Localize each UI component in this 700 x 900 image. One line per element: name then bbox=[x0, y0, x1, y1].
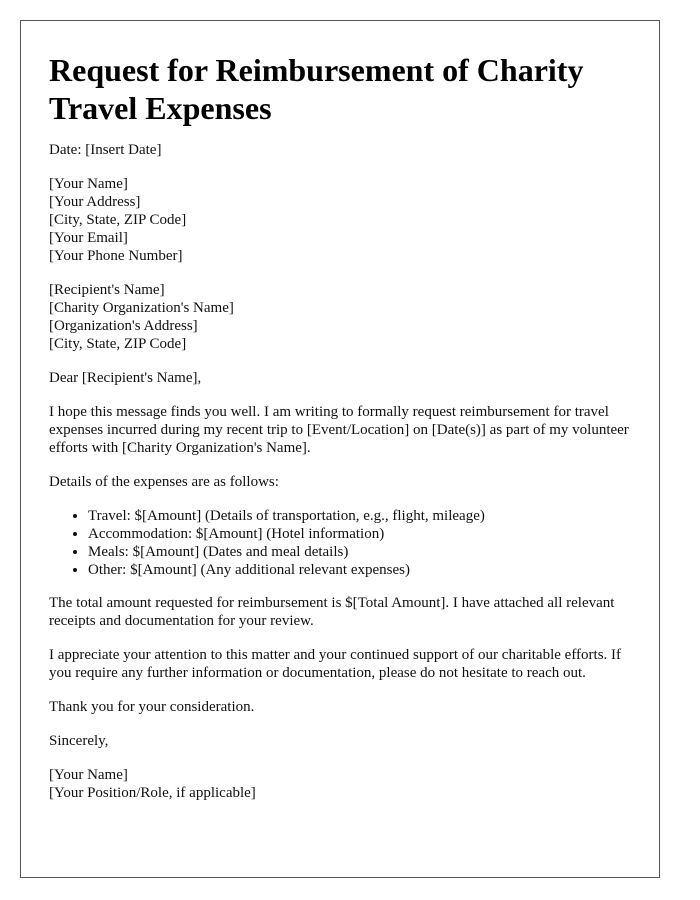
thanks-line: Thank you for your consideration. bbox=[49, 699, 255, 715]
closing-line: Sincerely, bbox=[49, 733, 109, 749]
recipient-name: [Recipient's Name] bbox=[49, 282, 165, 298]
sender-name: [Your Name] bbox=[49, 176, 128, 192]
intro-paragraph: I hope this message finds you well. I am writing to formally request reimbursement for travel expenses incurred during my recent trip to [Event/Location] on [Date(s)] as part of my volunteer efforts with [Charity Organization's Name]. bbox=[49, 404, 629, 456]
signature-block bbox=[49, 766, 631, 802]
appreciation-paragraph: I appreciate your attention to this matter and your continued support of our charitable efforts. If you require any further information or documentation, please do not hesitate to reach out. bbox=[49, 647, 622, 681]
expense-list bbox=[49, 507, 631, 579]
letter-title: Request for Reimbursement of Charity Travel Expenses bbox=[49, 52, 584, 126]
expense-item-other: • Other: $[Amount] (Any additional relevant expenses) bbox=[88, 561, 631, 579]
expense-item-meals: • Meals: $[Amount] (Dates and meal details) bbox=[88, 543, 631, 561]
recipient-city-state-zip: [City, State, ZIP Code] bbox=[49, 336, 187, 352]
details-intro: Details of the expenses are as follows: bbox=[49, 474, 279, 490]
sender-email: [Your Email] bbox=[49, 230, 128, 246]
date-line: Date: [Insert Date] bbox=[49, 142, 162, 158]
expense-item-accommodation: • Accommodation: $[Amount] (Hotel information) bbox=[88, 525, 631, 543]
signature-name: [Your Name] bbox=[49, 767, 128, 783]
sender-address-block bbox=[49, 175, 631, 265]
signature-position: [Your Position/Role, if applicable] bbox=[49, 785, 256, 801]
recipient-organization: [Charity Organization's Name] bbox=[49, 300, 234, 316]
sender-city-state-zip: [City, State, ZIP Code] bbox=[49, 212, 187, 228]
salutation: Dear [Recipient's Name], bbox=[49, 370, 202, 386]
sender-address: [Your Address] bbox=[49, 194, 141, 210]
expense-item-travel: • Travel: $[Amount] (Details of transportation, e.g., flight, mileage) bbox=[88, 507, 631, 525]
sender-phone: [Your Phone Number] bbox=[49, 248, 183, 264]
recipient-address: [Organization's Address] bbox=[49, 318, 198, 334]
letter-page bbox=[20, 20, 660, 878]
recipient-address-block bbox=[49, 281, 631, 353]
total-paragraph: The total amount requested for reimbursement is $[Total Amount]. I have attached all relevant receipts and documentation for your review. bbox=[49, 595, 615, 629]
